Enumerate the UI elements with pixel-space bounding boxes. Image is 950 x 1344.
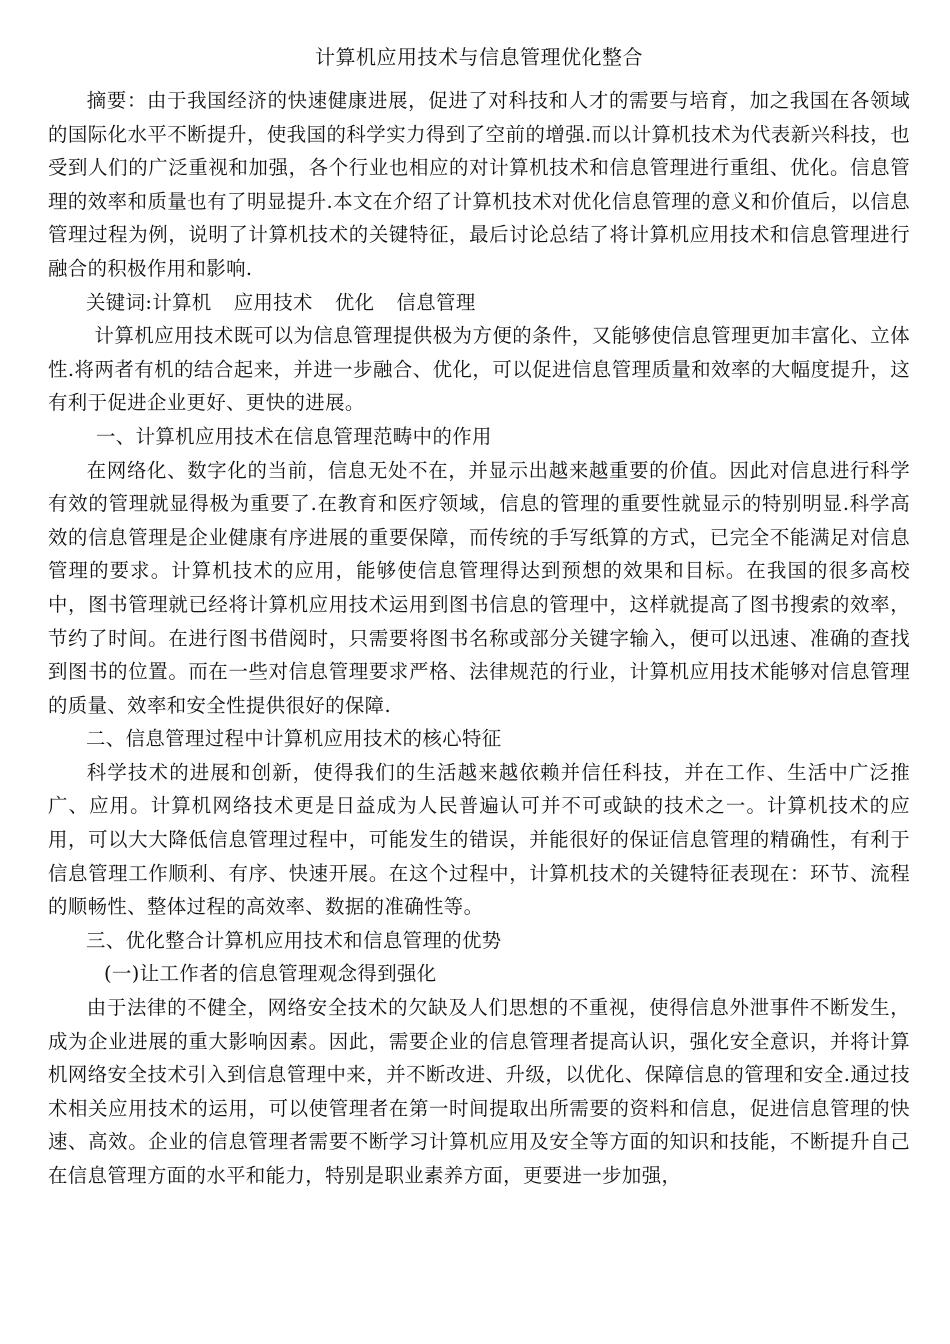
section-3-sub-1-body: 由于法律的不健全，网络安全技术的欠缺及人们思想的不重视，使得信息外泄事件不断发生，成为企业进展的重大影响因素。因此，需要企业的信息管理者提高认识，强化安全意识，并将计算机网络安全技术引入到信息管理中来，并不断改进、升级，以优化、保障信息的管理和安全.通过技术相关应用技术的运用，可以使管理者在第一时间提取出所需要的资料和信息，促进信息管理的快速、高效。企业的信息管理者需要不断学习计算机应用及安全等方面的知识和技能，不断提升自己在信息管理方面的水平和能力，特别是职业素养方面，更要进一步加强， <box>48 996 910 1187</box>
document-page <box>48 42 910 1193</box>
keywords-label: 关键词: <box>86 290 153 314</box>
keyword-applied-technology: 应用技术 <box>233 290 313 314</box>
section-1-body: 在网络化、数字化的当前，信息无处不在，并显示出越来越重要的价值。因此对信息进行科学有效的管理就显得极为重要了.在教育和医疗领域，信息的管理的重要性就显示的特别明显.科学高效的信息管理是企业健康有序进展的重要保障，而传统的手写纸算的方式，已完全不能满足对信息管理的要求。计算机技术的应用，能够使信息管理得达到预想的效果和目标。在我国的很多高校中，图书管理就已经将计算机应用技术运用到图书信息的管理中，这样就提高了图书搜索的效率，节约了时间。在进行图书借阅时，只需要将图书名称或部分关键字输入，便可以迅速、准确的查找到图书的位置。而在一些对信息管理要求严格、法律规范的行业，计算机应用技术能够对信息管理的质量、效率和安全性提供很好的保障. <box>48 458 910 717</box>
section-1-heading: 一、计算机应用技术在信息管理范畴中的作用 <box>96 424 492 448</box>
section-2-heading: 二、信息管理过程中计算机应用技术的核心特征 <box>86 727 502 751</box>
intro-paragraph: 计算机应用技术既可以为信息管理提供极为方便的条件，又能够使信息管理更加丰富化、立体性.将两者有机的结合起来，并进一步融合、优化，可以促进信息管理质量和效率的大幅度提升，这有利于促进企业更好、更快的进展。 <box>48 324 910 415</box>
section-3-heading: 三、优化整合计算机应用技术和信息管理的优势 <box>86 928 502 952</box>
keyword-information-management: 信息管理 <box>396 290 476 314</box>
section-2-body: 科学技术的进展和创新，使得我们的生活越来越依赖并信任科技，并在工作、生活中广泛推广、应用。计算机网络技术更是日益成为人民普遍认可并不可或缺的技术之一。计算机技术的应用，可以大大降低信息管理过程中，可能发生的错误，并能很好的保证信息管理的精确性，有利于信息管理工作顺利、有序、快速开展。在这个过程中，计算机技术的关键特征表现在：环节、流程的顺畅性、整体过程的高效率、数据的准确性等。 <box>48 760 910 919</box>
section-3-subheading-1: (一)让工作者的信息管理观念得到强化 <box>104 962 437 986</box>
keywords-line <box>48 286 910 320</box>
abstract-paragraph: 摘要：由于我国经济的快速健康进展，促进了对科技和人才的需要与培育，加之我国在各领域的国际化水平不断提升，使我国的科学实力得到了空前的增强.而以计算机技术为代表新兴科技，也受到人们的广泛重视和加强，各个行业也相应的对计算机技术和信息管理进行重组、优化。信息管理的效率和质量也有了明显提升.本文在介绍了计算机技术对优化信息管理的意义和价值后，以信息管理过程为例，说明了计算机技术的关键特征，最后讨论总结了将计算机应用技术和信息管理进行融合的积极作用和影响. <box>48 89 910 280</box>
document-title: 计算机应用技术与信息管理优化整合 <box>315 45 643 69</box>
keyword-computer: 计算机 <box>152 290 212 314</box>
keyword-optimization: 优化 <box>334 290 375 314</box>
